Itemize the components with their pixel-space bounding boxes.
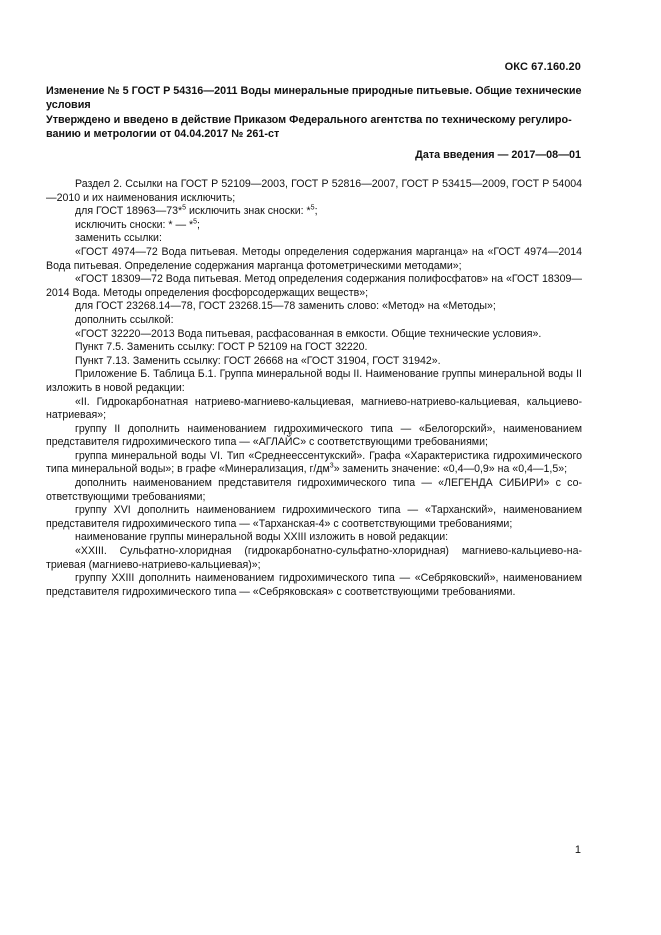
amendment-body	[46, 178, 582, 599]
paragraph-group-xvi: группу XVI дополнить наименованием гидрохимического типа — «Тарханский», наименованием представителя гидрохимического типа — «Тарханская-4» с соответствующими требованиями;	[46, 504, 582, 530]
paragraph-group-ii-name: «II. Гидрокарбонатная натриево-магниево-кальциевая, магниево-натриево-кальциевая, кальциево-натриевая»;	[46, 395, 582, 422]
paragraph-group-xxiii-add: группу XXIII дополнить наименованием гидрохимического типа — «Себряковский», наименованием представителя гидрохимического типа — «Себряковская» с соответствующими требованиями.	[46, 572, 582, 598]
paragraph-group-xxiii-name: наименование группы минеральной воды XXIII изложить в новой редакции:	[75, 531, 449, 544]
paragraph-section-2: Раздел 2. Ссылки на ГОСТ Р 52109—2003, ГОСТ Р 52816—2007, ГОСТ Р 53415—2009, ГОСТ Р 54004—2010 и их наименования исключить;	[46, 178, 582, 204]
paragraph-footnote-gost-18963	[46, 205, 582, 219]
paragraph-legenda-sibiri: дополнить наименованием представителя гидрохимического типа — «ЛЕГЕНДА СИБИРИ» с соответствующими требованиями;	[46, 477, 582, 503]
page-number: 1	[574, 844, 581, 856]
paragraph-group-ii-add: группу II дополнить наименованием гидрохимического типа — «Белогорский», наименованием представителя гидрохимического типа — «АГЛАЙС» с соответствующими требованиями;	[46, 422, 582, 449]
text-span: для ГОСТ 18963—73*	[75, 205, 183, 218]
text-span: ;	[314, 205, 318, 218]
paragraph-remove-footnotes	[46, 219, 582, 233]
paragraph-clause-7-5: Пункт 7.5. Заменить ссылку: ГОСТ Р 52109 на ГОСТ 32220.	[75, 341, 368, 354]
text-span: » заменить значение: «0,4—0,9» на «0,4—1,5»;	[333, 463, 568, 476]
text-span: группа минеральной воды VI. Тип «Среднеессентукский». Графа «Характеристика гидрохимического типа минеральной воды»; в графе «Минерализация, г/дм	[46, 449, 582, 476]
superscript: 3	[329, 462, 334, 470]
paragraph-gost-23268: для ГОСТ 23268.14—78, ГОСТ 23268.15—78 заменить слово: «Метод» на «Методы»;	[75, 300, 496, 313]
oks-code: ОКС 67.160.20	[504, 61, 581, 73]
paragraph-clause-7-13: Пункт 7.13. Заменить ссылку: ГОСТ 26668 на «ГОСТ 31904, ГОСТ 31942».	[75, 354, 441, 367]
amendment-title: Изменение № 5 ГОСТ Р 54316—2011 Воды минеральные природные питьевые. Общие технические условия	[46, 85, 582, 111]
approval-statement: Утверждено и введено в действие Приказом Федерального агентства по техническому регулированию и метрологии от 04.04.2017 № 261-ст	[46, 114, 572, 140]
paragraph-replace-refs: заменить ссылки:	[75, 232, 162, 245]
superscript: 5	[193, 218, 198, 226]
introduction-date: Дата введения — 2017—08—01	[415, 149, 581, 161]
paragraph-annex-b: Приложение Б. Таблица Б.1. Группа минеральной воды II. Наименование группы минеральной воды II изложить в новой редакции:	[46, 368, 582, 394]
superscript: 5	[182, 204, 187, 212]
paragraph-group-vi	[46, 450, 582, 477]
text-span: исключить знак сноски: *	[186, 205, 311, 218]
paragraph-gost-18309: «ГОСТ 18309—72 Вода питьевая. Метод определения содержания полифосфатов» на «ГОСТ 18309—2014 Вода. Методы определения фосфорсодержащих веществ»;	[46, 273, 582, 299]
text-span: ;	[197, 218, 200, 231]
text-span: исключить сноски: * — *	[75, 218, 194, 231]
superscript: 5	[310, 204, 315, 212]
paragraph-group-xxiii-text: «XXIII. Сульфатно-хлоридная (гидрокарбонатно-сульфатно-хлоридная) магниево-кальциево-натриевая (магниево-натриево-кальциевая)»;	[46, 545, 582, 571]
paragraph-add-ref: дополнить ссылкой:	[75, 313, 174, 326]
paragraph-gost-4974: «ГОСТ 4974—72 Вода питьевая. Методы определения содержания марганца» на «ГОСТ 4974—2014 Вода питьевая. Определение содержания марганца фотометрическими методами»;	[46, 245, 582, 272]
paragraph-gost-32220: «ГОСТ 32220—2013 Вода питьевая, расфасованная в емкости. Общие технические условия».	[75, 327, 542, 340]
